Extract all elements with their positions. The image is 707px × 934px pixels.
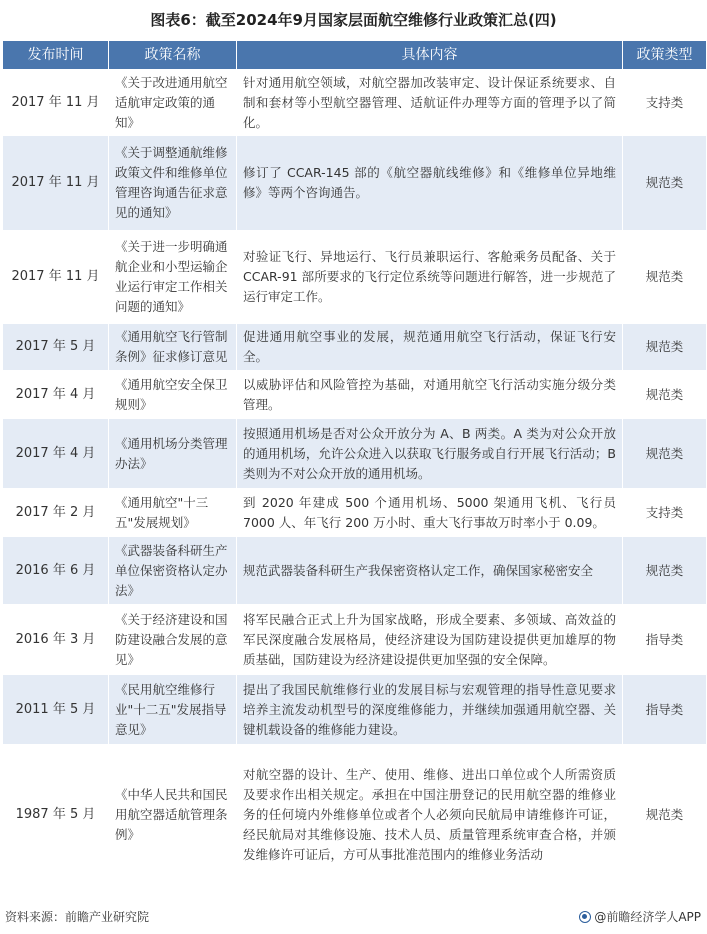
cell-name: 《关于进一步明确通航企业和小型运输企业运行审定工作相关问题的通知》 bbox=[109, 231, 237, 324]
cell-content: 到 2020 年建成 500 个通用机场、5000 架通用飞机、飞行员 7000 人、年飞行 200 万小时、重大飞行事故万时率小于 0.09。 bbox=[237, 489, 623, 537]
cell-type: 规范类 bbox=[623, 745, 707, 885]
source-note: 资料来源：前瞻产业研究院 bbox=[5, 910, 150, 924]
header-type: 政策类型 bbox=[623, 41, 707, 70]
cell-name: 《中华人民共和国民用航空器适航管理条例》 bbox=[109, 745, 237, 885]
cell-date: 2017 年 5 月 bbox=[3, 324, 109, 371]
cell-content: 促进通用航空事业的发展，规范通用航空飞行活动，保证飞行安全。 bbox=[237, 324, 623, 371]
cell-content: 将军民融合正式上升为国家战略，形成全要素、多领域、高效益的军民深度融合发展格局，使经济建设为国防建设提供更加雄厚的物质基础，国防建设为经济建设提供更加坚强的安全保障。 bbox=[237, 605, 623, 675]
cell-type: 规范类 bbox=[623, 231, 707, 324]
chart-title: 图表6：截至2024年9月国家层面航空维修行业政策汇总(四) bbox=[150, 11, 557, 29]
cell-date: 2017 年 4 月 bbox=[3, 371, 109, 419]
cell-content: 修订了 CCAR-145 部的《航空器航线维修》和《维修单位异地维修》等两个咨询通告。 bbox=[237, 136, 623, 231]
qianzhan-logo-icon bbox=[579, 911, 591, 923]
table-row bbox=[3, 371, 707, 419]
brand-credit bbox=[579, 908, 701, 925]
cell-date: 2016 年 3 月 bbox=[3, 605, 109, 675]
table-row bbox=[3, 324, 707, 371]
cell-name: 《民用航空维修行业"十二五"发展指导意见》 bbox=[109, 675, 237, 745]
table-row bbox=[3, 675, 707, 745]
cell-name: 《关于调整通航维修政策文件和维修单位管理咨询通告征求意见的通知》 bbox=[109, 136, 237, 231]
cell-name: 《武器装备科研生产单位保密资格认定办法》 bbox=[109, 537, 237, 605]
cell-type: 规范类 bbox=[623, 324, 707, 371]
header-content: 具体内容 bbox=[237, 41, 623, 70]
cell-content: 规范武器装备科研生产我保密资格认定工作，确保国家秘密安全 bbox=[237, 537, 623, 605]
cell-date: 2011 年 5 月 bbox=[3, 675, 109, 745]
cell-date: 2017 年 11 月 bbox=[3, 70, 109, 136]
cell-date: 2017 年 2 月 bbox=[3, 489, 109, 537]
cell-type: 指导类 bbox=[623, 605, 707, 675]
cell-content: 按照通用机场是否对公众开放分为 A、B 两类。A 类为对公众开放的通用机场，允许公众进入以获取飞行服务或自行开展飞行活动；B 类则为不对公众开放的通用机场。 bbox=[237, 419, 623, 489]
cell-date: 2017 年 11 月 bbox=[3, 231, 109, 324]
cell-content: 提出了我国民航维修行业的发展目标与宏观管理的指导性意见要求培养主流发动机型号的深度维修能力，并继续加强通用航空器、关键机载设备的维修能力建设。 bbox=[237, 675, 623, 745]
policy-table bbox=[2, 40, 707, 885]
brand-credit-text: @前瞻经济学人APP bbox=[594, 910, 701, 924]
cell-name: 《通用机场分类管理办法》 bbox=[109, 419, 237, 489]
header-date: 发布时间 bbox=[3, 41, 109, 70]
cell-name: 《通用航空"十三五"发展规划》 bbox=[109, 489, 237, 537]
cell-name: 《通用航空安全保卫规则》 bbox=[109, 371, 237, 419]
table-row bbox=[3, 537, 707, 605]
cell-type: 指导类 bbox=[623, 675, 707, 745]
cell-type: 支持类 bbox=[623, 489, 707, 537]
cell-date: 2017 年 11 月 bbox=[3, 136, 109, 231]
cell-content: 以威胁评估和风险管控为基础，对通用航空飞行活动实施分级分类管理。 bbox=[237, 371, 623, 419]
cell-content: 对航空器的设计、生产、使用、维修、进出口单位或个人所需资质及要求作出相关规定。承担在中国注册登记的民用航空器的维修业务的任何境内外维修单位或者个人必须向民航局申请维修许可证，经民航局对其维修设施、技术人员、质量管理系统审查合格，并颁发维修许可证后，方可从事批准范围内的维修业务活动 bbox=[237, 745, 623, 885]
table-row bbox=[3, 70, 707, 136]
cell-type: 支持类 bbox=[623, 70, 707, 136]
cell-date: 2017 年 4 月 bbox=[3, 419, 109, 489]
cell-type: 规范类 bbox=[623, 537, 707, 605]
table-row bbox=[3, 489, 707, 537]
cell-date: 1987 年 5 月 bbox=[3, 745, 109, 885]
table-row bbox=[3, 605, 707, 675]
table-row bbox=[3, 136, 707, 231]
table-row bbox=[3, 745, 707, 885]
cell-name: 《关于改进通用航空适航审定政策的通知》 bbox=[109, 70, 237, 136]
table-row bbox=[3, 231, 707, 324]
cell-content: 对验证飞行、异地运行、飞行员兼职运行、客舱乘务员配备、关于 CCAR-91 部所要求的飞行定位系统等问题进行解答，进一步规范了运行审定工作。 bbox=[237, 231, 623, 324]
table-row bbox=[3, 419, 707, 489]
cell-type: 规范类 bbox=[623, 136, 707, 231]
table-header-row bbox=[3, 41, 707, 70]
header-name: 政策名称 bbox=[109, 41, 237, 70]
cell-date: 2016 年 6 月 bbox=[3, 537, 109, 605]
cell-content: 针对通用航空领域，对航空器加改装审定、设计保证系统要求、自制和套材等小型航空器管理、适航证件办理等方面的管理予以了简化。 bbox=[237, 70, 623, 136]
cell-type: 规范类 bbox=[623, 419, 707, 489]
cell-name: 《关于经济建设和国防建设融合发展的意见》 bbox=[109, 605, 237, 675]
cell-name: 《通用航空飞行管制条例》征求修订意见 bbox=[109, 324, 237, 371]
cell-type: 规范类 bbox=[623, 371, 707, 419]
